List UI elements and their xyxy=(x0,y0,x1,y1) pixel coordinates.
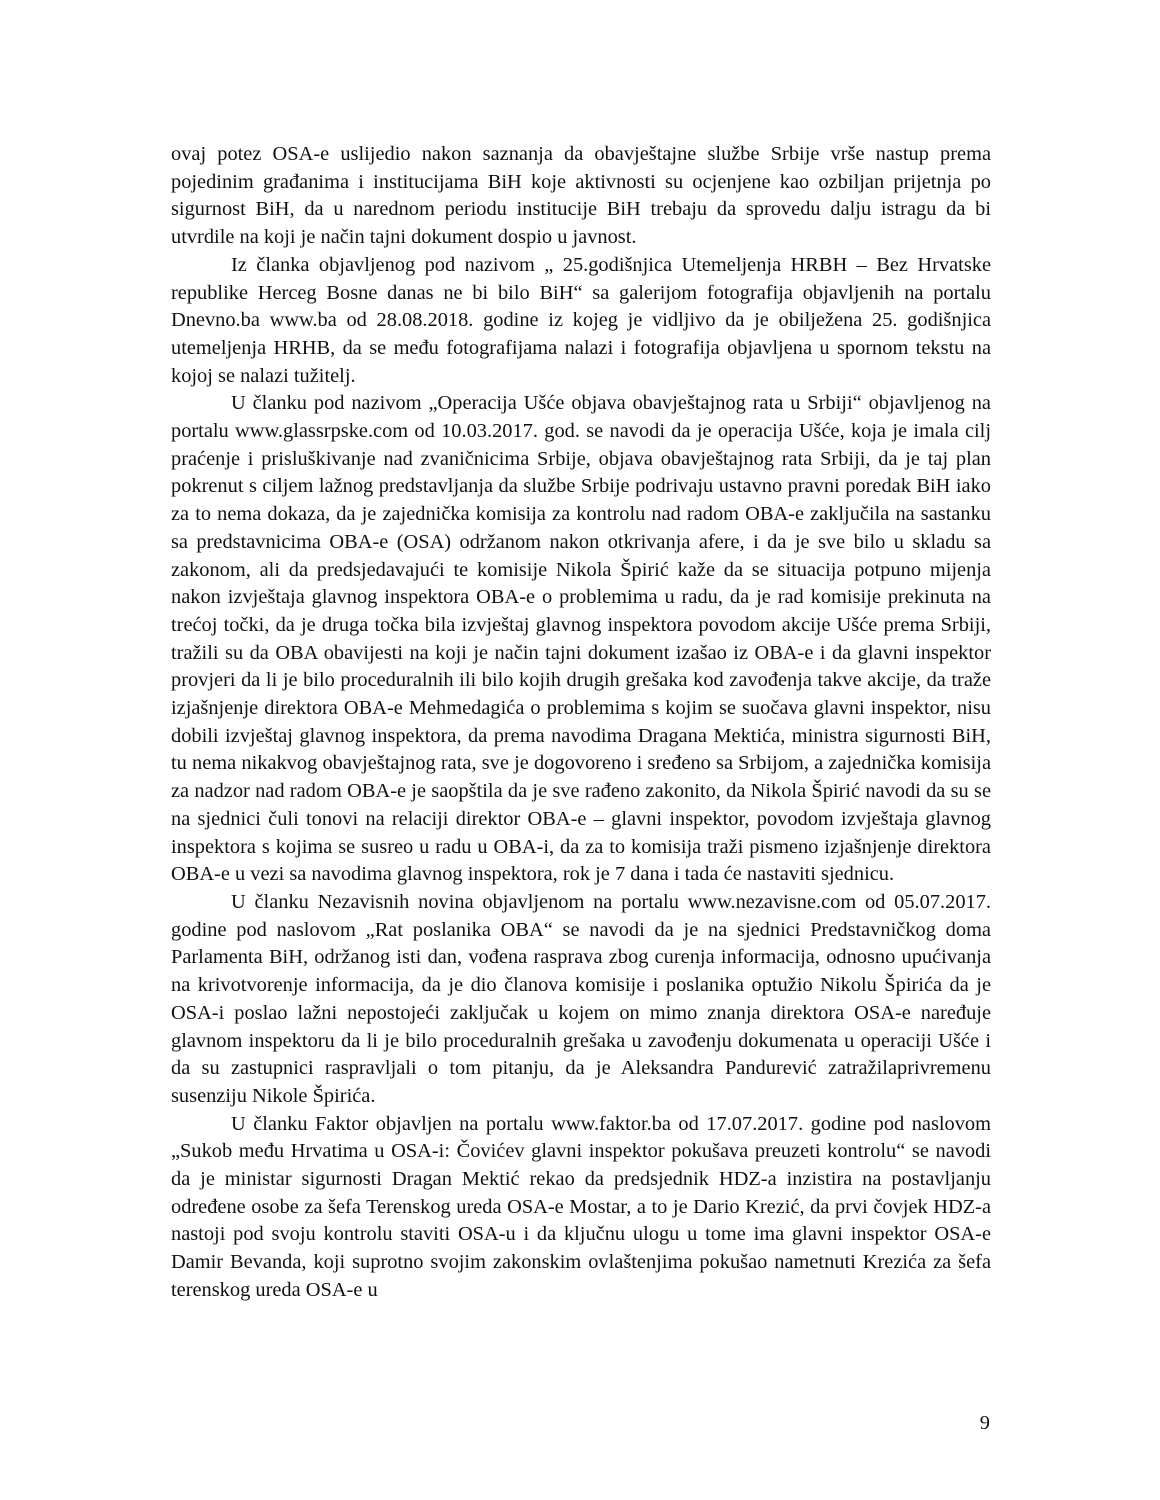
paragraph-hrbh-article: Iz članka objavljenog pod nazivom „ 25.godišnjica Utemeljenja HRBH – Bez Hrvatske republike Herceg Bosne danas ne bi bilo BiH“ sa galerijom fotografija objavljenih na portalu Dnevno.ba www.ba od 28.08.2018. godine iz kojeg je vidljivo da je obilježena 25. godišnjica utemeljenja HRHB, da se među fotografijama nalazi i fotografija objavljena u spornom tekstu na kojoj se nalazi tužitelj. xyxy=(171,253,991,387)
document-body xyxy=(171,141,991,1305)
paragraph-nezavisne-article: U članku Nezavisnih novina objavljenom na portalu www.nezavisne.com od 05.07.2017. godine pod naslovom „Rat poslanika OBA“ se navodi da je na sjednici Predstavničkog doma Parlamenta BiH, održanog isti dan, vođena rasprava zbog curenja informacija, odnosno upućivanja na krivotvorenje informacija, da je dio članova komisije i poslanika optužio Nikolu Špirića da je OSA-i poslao lažni nepostojeći zaključak u kojem on mimo znanja direktora OSA-e naređuje glavnom inspektoru da li je bilo proceduralnih grešaka u zavođenju dokumenata u operaciji Ušće i da su zastupnici raspravljali o tom pitanju, da je Aleksandra Pandurević zatražilaprivremenu susenziju Nikole Špirića. xyxy=(171,890,991,1107)
paragraph-faktor-article: U članku Faktor objavljen na portalu www.faktor.ba od 17.07.2017. godine pod naslovom „Sukob među Hrvatima u OSA-i: Čovićev glavni inspektor pokušava preuzeti kontrolu“ se navodi da je ministar sigurnosti Dragan Mektić rekao da predsjednik HDZ-a inzistira na postavljanju određene osobe za šefa Terenskog ureda OSA-e Mostar, a to je Dario Krezić, da prvi čovjek HDZ-a nastoji pod svoju kontrolu staviti OSA-u i da ključnu ulogu u tome ima glavni inspektor OSA-e Damir Bevanda, koji suprotno svojim zakonskim ovlaštenjima pokušao nametnuti Krezića za šefa terenskog ureda OSA-e u xyxy=(171,1112,991,1301)
paragraph-continuation: ovaj potez OSA-e uslijedio nakon saznanja da obavještajne službe Srbije vrše nastup prema pojedinim građanima i institucijama BiH koje aktivnosti su ocjenjene kao ozbiljan prijetnja po sigurnost BiH, da u narednom periodu institucije BiH trebaju da sprovedu dalju istragu da bi utvrdile na koji je način tajni dokument dospio u javnost. xyxy=(171,143,991,249)
page-number: 9 xyxy=(979,1412,990,1434)
paragraph-operacija-usce-article: U članku pod nazivom „Operacija Ušće objava obavještajnog rata u Srbiji“ objavljenog na portalu www.glassrpske.com od 10.03.2017. god. se navodi da je operacija Ušće, koja je imala cilj praćenje i prisluškivanje nad zvaničnicima Srbije, objava obavještajnog rata Srbiji, da je taj plan pokrenut s ciljem lažnog predstavljanja da službe Srbije podrivaju ustavno pravni poredak BiH iako za to nema dokaza, da je zajednička komisija za kontrolu nad radom OBA-e zaključila na sastanku sa predstavnicima OBA-e (OSA) održanom nakon otkrivanja afere, i da je sve bilo u skladu sa zakonom, ali da predsjedavajući te komisije Nikola Špirić kaže da se situacija potpuno mijenja nakon izvještaja glavnog inspektora OBA-e o problemima u radu, da je rad komisije prekinuta na trećoj točki, da je druga točka bila izvještaj glavnog inspektora povodom akcije Ušće prema Srbiji, tražili su da OBA obavijesti na koji je način tajni dokument izašao iz OBA-e i da glavni inspektor provjeri da li je bilo proceduralnih ili bilo kojih drugih grešaka kod zavođenja takve akcije, da traže izjašnjenje direktora OBA-e Mehmedagića o problemima s kojim se suočava glavni inspektor, nisu dobili izvještaj glavnog inspektora, da prema navodima Dragana Mektića, ministra sigurnosti BiH, tu nema nikakvog obavještajnog rata, sve je dogovoreno i sređeno sa Srbijom, a zajednička komisija za nadzor nad radom OBA-e je saopštila da je sve rađeno zakonito, da Nikola Špirić navodi da su se na sjednici čuli tonovi na relaciji direktor OBA-e – glavni inspektor, povodom izvještaja glavnog inspektora s kojima se susreo u radu u OBA-i, da za to komisija traži pismeno izjašnjenje direktora OBA-e u vezi sa navodima glavnog inspektora, rok je 7 dana i tada će nastaviti sjednicu. xyxy=(171,392,991,886)
